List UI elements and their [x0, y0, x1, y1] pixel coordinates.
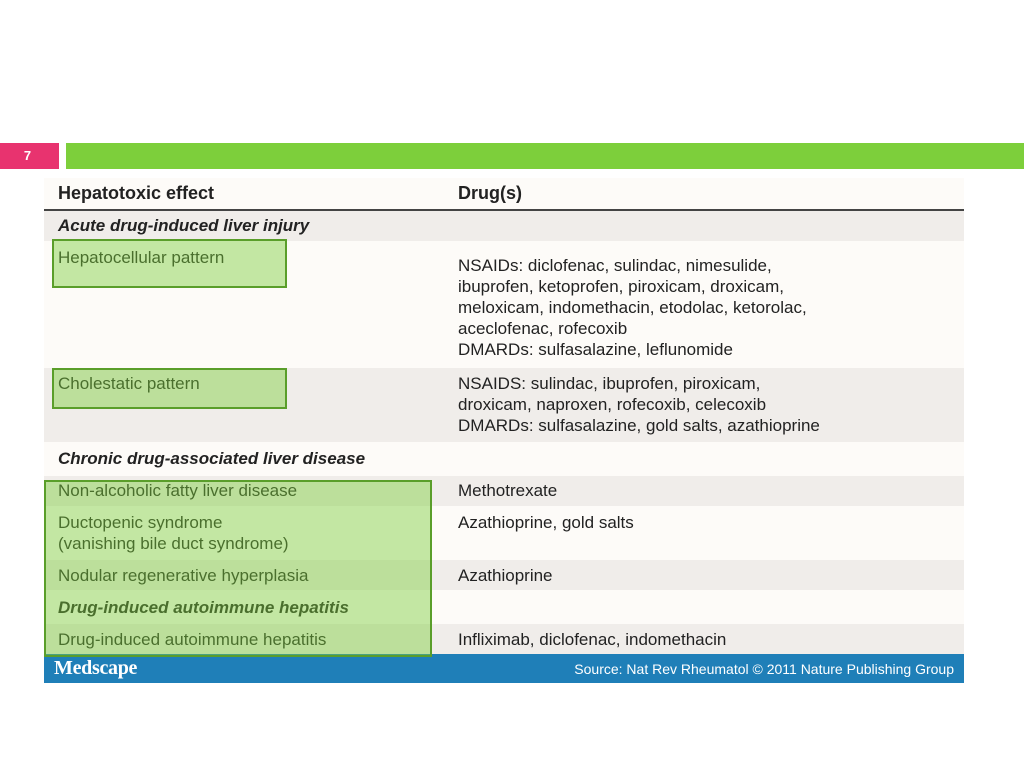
effect-cell: Hepatocellular pattern: [58, 248, 225, 267]
effect-cell: Cholestatic pattern: [58, 374, 200, 393]
drugs-cell: Methotrexate: [458, 481, 558, 500]
title-accent-bar: [66, 143, 1024, 169]
drugs-line: NSAIDs: diclofenac, sulindac, nimesulide,: [458, 256, 772, 275]
highlight-box-chronic-conditions: [44, 480, 432, 657]
drugs-line: aceclofenac, rofecoxib: [458, 319, 628, 338]
section-title: Chronic drug-associated liver disease: [58, 449, 366, 468]
drugs-line: NSAIDS: sulindac, ibuprofen, piroxicam,: [458, 374, 761, 393]
section-title: Drug-induced autoimmune hepatitis: [58, 598, 349, 617]
drugs-cell: Azathioprine: [458, 566, 553, 585]
section-title: Acute drug-induced liver injury: [58, 216, 310, 235]
column-header-drugs: Drug(s): [458, 183, 522, 203]
effect-cell: Drug-induced autoimmune hepatitis: [58, 630, 327, 649]
slide-number-badge: [0, 143, 59, 169]
effect-cell: Ductopenic syndrome: [58, 513, 223, 532]
effect-cell: Nodular regenerative hyperplasia: [58, 566, 309, 585]
column-header-effect: Hepatotoxic effect: [58, 183, 215, 203]
drugs-line: ibuprofen, ketoprofen, piroxicam, droxicam,: [458, 277, 784, 296]
effect-cell: (vanishing bile duct syndrome): [58, 534, 289, 553]
drugs-cell: Azathioprine, gold salts: [458, 513, 634, 532]
source-credit: Source: Nat Rev Rheumatol © 2011 Nature Publishing Group: [574, 661, 954, 677]
section-row-acute: [44, 211, 964, 241]
table-header-row: [44, 178, 964, 211]
drugs-line: DMARDs: sulfasalazine, gold salts, azathioprine: [458, 416, 820, 435]
section-row-chronic: [44, 442, 964, 476]
drugs-line: DMARDs: sulfasalazine, leflunomide: [458, 340, 733, 359]
figure-footer: [44, 654, 964, 683]
drugs-line: droxicam, naproxen, rofecoxib, celecoxib: [458, 395, 767, 414]
medscape-logo: Medscape: [54, 657, 138, 679]
highlight-box-cholestatic: [52, 368, 287, 409]
drugs-line: meloxicam, indomethacin, etodolac, ketorolac,: [458, 298, 807, 317]
highlight-box-hepatocellular: [52, 239, 287, 288]
slide-number: 7: [23, 148, 32, 163]
drugs-cell: Infliximab, diclofenac, indomethacin: [458, 630, 727, 649]
effect-cell: Non-alcoholic fatty liver disease: [58, 481, 298, 500]
